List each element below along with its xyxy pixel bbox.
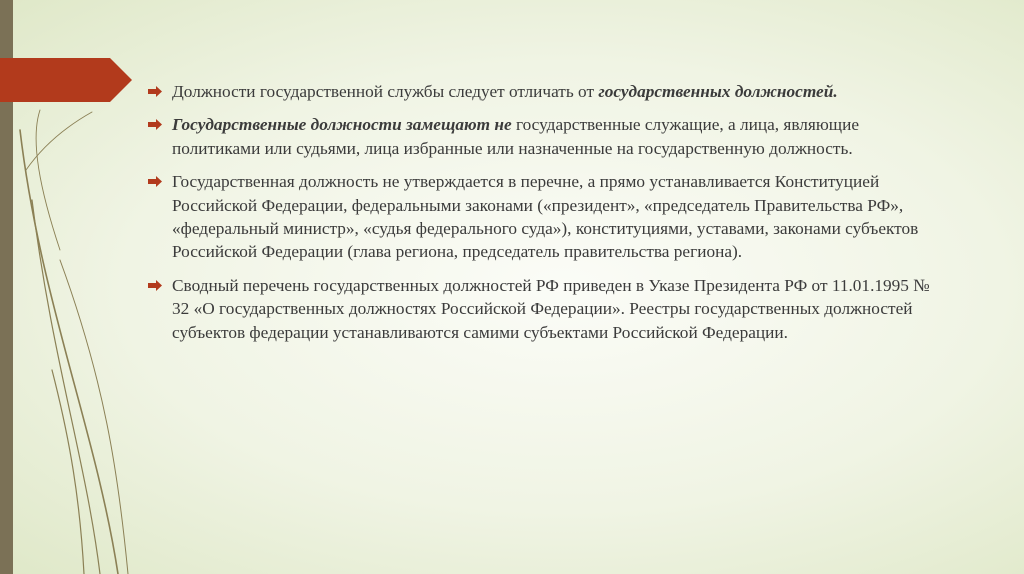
arrow-bullet-icon (148, 119, 162, 130)
bullet-list (148, 80, 948, 354)
arrow-bullet-icon (148, 176, 162, 187)
bullet-text: Сводный перечень государственных должностей РФ приведен в Указе Президента РФ от 11.01.1995 № 32 «О государственных должностях Российской Федерации». Реестры государственных должностей субъектов федерации устанавливаются самими субъектами Российской Федерации. (172, 275, 930, 342)
arrow-bullet-icon (148, 280, 162, 291)
title-accent-shape (0, 58, 132, 102)
bullet-item-3 (148, 170, 948, 264)
bullet-item-2 (148, 113, 948, 160)
bullet-item-1 (148, 80, 948, 103)
bullet-text: Должности государственной службы следует отличать от (172, 82, 599, 101)
bullet-item-4 (148, 274, 948, 344)
bullet-emphasis: Государственные должности замещают не (172, 115, 512, 135)
bullet-emphasis: государственных должностей. (598, 82, 838, 101)
bullet-text: государственные служащие, а лица, являющие политиками или судьями, лица избранные или назначенные на государственную должность. (172, 115, 860, 158)
bullet-text: Государственная должность не утверждается в перечне, а прямо устанавливается Конституцией Российской Федерации, федеральными законами («президент», «председатель Правительства РФ», «федеральный министр», «судья федерального суда»), конституциями, уставами, законами субъектов Российской Федерации (глава региона, председатель правительства региона). (172, 172, 919, 262)
arrow-bullet-icon (148, 86, 162, 97)
